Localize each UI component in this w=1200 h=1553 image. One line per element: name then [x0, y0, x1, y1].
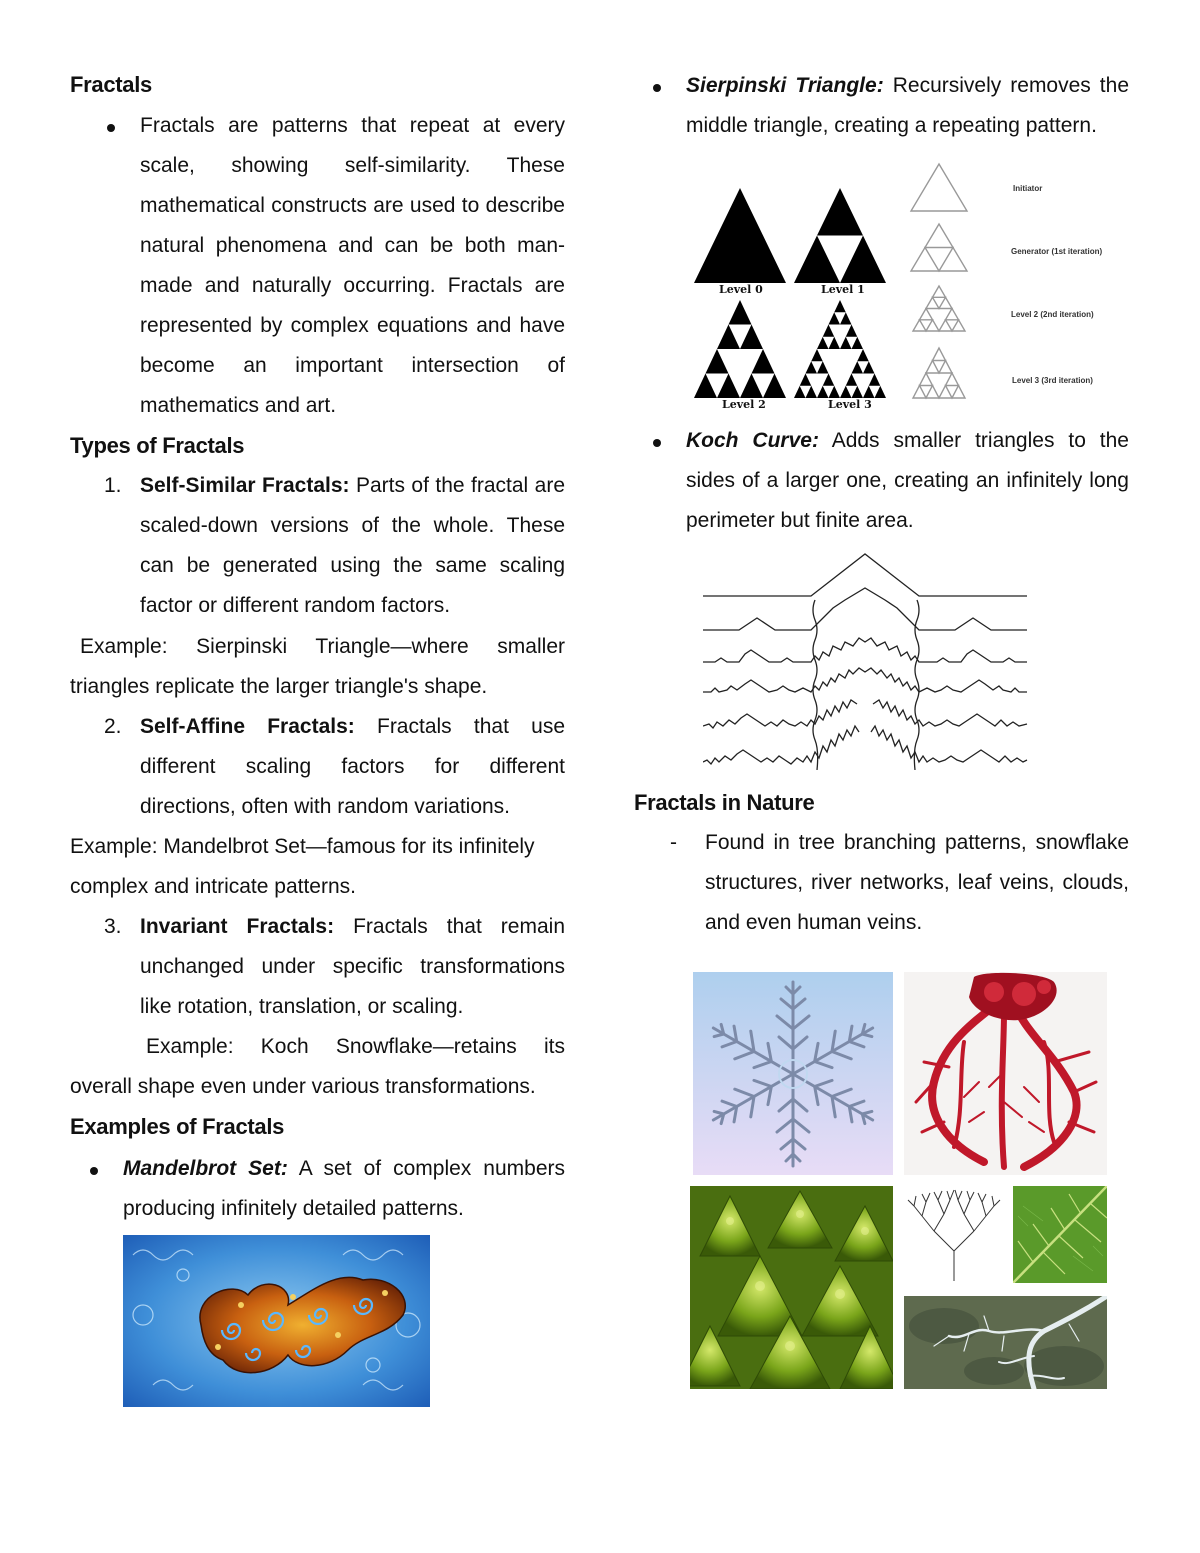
sierpinski-level-0 [694, 188, 786, 283]
type-desc: Fractals that use different scaling factors for different directions, often with random variations. [140, 715, 565, 818]
koch-desc: Adds smaller triangles to the sides of a larger one, creating an infinitely long perimeter but finite area. [686, 429, 1129, 532]
level-label: Level 1 [821, 283, 865, 296]
bullet-icon [653, 439, 661, 447]
type-item-self-affine [140, 707, 565, 827]
dash-marker: - [670, 831, 677, 854]
mandelbrot-image [123, 1235, 430, 1407]
leaf-veins-image [1013, 1186, 1107, 1283]
heart-veins-image [904, 972, 1107, 1175]
type-term: Self-Similar Fractals: [140, 474, 350, 497]
type-desc: Parts of the fractal are scaled-down versions of the whole. These can be generated using the same scaling factor or different random factors. [140, 474, 565, 617]
type-item-invariant [140, 907, 565, 1027]
tree-branching-image [904, 1186, 1004, 1283]
types-heading: Types of Fractals [70, 433, 245, 458]
sierpinski-term: Sierpinski Triangle: [686, 74, 884, 97]
examples-heading: Examples of Fractals [70, 1114, 285, 1139]
sierpinski-level-3 [794, 300, 886, 398]
romanesco-image [690, 1186, 893, 1389]
level-label: Level 3 [828, 398, 872, 411]
sierpinski-desc: Recursively removes the middle triangle, creating a repeating pattern. [686, 74, 1130, 137]
sierpinski-iterations-figure [905, 158, 977, 406]
list-number: 2. [104, 715, 122, 738]
stage-label: Initiator [1013, 184, 1043, 193]
sierpinski-levels-figure [690, 180, 895, 412]
fractals-intro: Fractals are patterns that repeat at every scale, showing self-similarity. These mathematical constructs are used to describe natural phenomena and can be both man-made and naturally occurring. Fractals are represented by complex equations and have become an important intersection of mathematics and art. [140, 114, 565, 417]
nature-heading: Fractals in Nature [634, 790, 815, 815]
type-desc: Fractals that remain unchanged under specific transformations like rotation, translation, or scaling. [140, 915, 565, 1018]
level-label: Level 2 [722, 398, 766, 411]
stage-label: Generator (1st iteration) [1011, 247, 1103, 256]
sierpinski-item [686, 66, 1129, 146]
koch-term: Koch Curve: [686, 429, 819, 452]
bullet-icon [107, 124, 115, 132]
type-example: Example: Koch Snowflake—retains its overall shape even under various transformations. [70, 1035, 565, 1098]
list-number: 1. [104, 474, 122, 497]
koch-item [686, 421, 1129, 541]
fractals-heading: Fractals [70, 72, 152, 97]
type-item-self-similar [140, 466, 565, 626]
mandelbrot-term: Mandelbrot Set: [123, 1157, 288, 1180]
type-term: Invariant Fractals: [140, 915, 335, 938]
level-label: Level 0 [719, 283, 763, 296]
stage-label: Level 2 (2nd iteration) [1011, 310, 1094, 319]
nature-desc: Found in tree branching patterns, snowflake structures, river networks, leaf veins, clouds, and even human veins. [705, 831, 1129, 934]
mandelbrot-item [123, 1149, 565, 1229]
bullet-icon [90, 1167, 98, 1175]
snowflake-image [693, 972, 893, 1175]
list-number: 3. [104, 915, 122, 938]
type-example: Example: Mandelbrot Set—famous for its infinitely complex and intricate patterns. [70, 835, 535, 898]
bullet-icon [653, 84, 661, 92]
stage-label: Level 3 (3rd iteration) [1012, 376, 1093, 385]
sierpinski-level-2 [694, 300, 786, 398]
type-term: Self-Affine Fractals: [140, 715, 355, 738]
koch-curve-figure [703, 550, 1028, 770]
river-network-image [904, 1296, 1107, 1389]
type-example: Example: Sierpinski Triangle—where smaller triangles replicate the larger triangle's shape. [70, 635, 565, 698]
mandelbrot-desc: A set of complex numbers producing infinitely detailed patterns. [123, 1157, 565, 1220]
